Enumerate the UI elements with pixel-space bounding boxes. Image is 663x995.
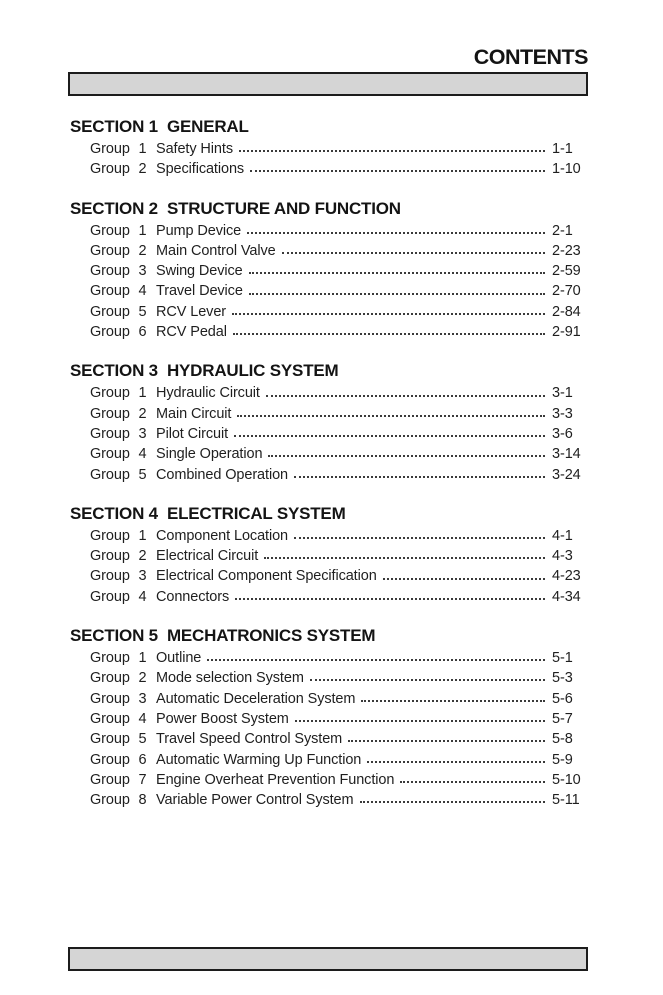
dot-leader: [268, 455, 545, 457]
dot-leader: [247, 232, 545, 234]
group-label: Group: [90, 385, 130, 402]
section-entries: [70, 383, 596, 484]
entry-title: Main Circuit: [156, 405, 232, 422]
group-label: Group: [90, 263, 130, 280]
toc-entry: [70, 770, 596, 790]
dot-leader: [266, 395, 545, 397]
toc-entry: [70, 444, 596, 464]
section-title: ELECTRICAL SYSTEM: [166, 503, 346, 523]
group-number: 3: [138, 263, 147, 280]
group-label: Group: [90, 242, 130, 259]
dot-leader: [282, 252, 545, 254]
group-label: Group: [90, 222, 130, 239]
group-label: Group: [90, 283, 130, 300]
group-number: 6: [138, 751, 147, 768]
toc-section: [70, 361, 596, 484]
group-label: Group: [90, 303, 130, 320]
group-number: 2: [138, 405, 147, 422]
page-number: 3-14: [552, 446, 581, 463]
page-number: 5-8: [552, 731, 573, 748]
section-number-label: SECTION 3: [70, 361, 158, 381]
group-label: Group: [90, 141, 130, 157]
group-label: Group: [90, 731, 130, 748]
group-label: Group: [90, 161, 130, 178]
group-number: 2: [138, 161, 147, 178]
dot-leader: [249, 293, 545, 295]
dot-leader: [295, 720, 545, 722]
group-label: Group: [90, 771, 130, 788]
toc-entry: [70, 159, 596, 179]
group-number: 3: [138, 425, 147, 442]
toc-entry: [70, 709, 596, 729]
section-heading: [70, 117, 596, 137]
toc-section: [70, 504, 596, 607]
entry-title: Automatic Deceleration System: [156, 690, 356, 707]
dot-leader: [361, 700, 545, 702]
entry-title: Engine Overheat Prevention Function: [156, 771, 395, 788]
header-rule-bar: [68, 72, 588, 96]
entry-title: Pump Device: [156, 222, 242, 239]
group-number: 3: [138, 690, 147, 707]
dot-leader: [294, 537, 545, 539]
section-heading: [70, 361, 596, 381]
entry-title: Component Location: [156, 527, 289, 544]
page-number: 5-1: [552, 650, 573, 667]
page-number: 1-10: [552, 161, 581, 178]
entry-title: Electrical Circuit: [156, 548, 259, 565]
entry-title: RCV Pedal: [156, 324, 227, 341]
group-label: Group: [90, 650, 130, 667]
group-number: 3: [138, 568, 147, 585]
entry-title: Safety Hints: [156, 141, 233, 157]
page-title: CONTENTS: [473, 45, 588, 69]
toc-entry: [70, 566, 596, 586]
toc-entry: [70, 689, 596, 709]
toc-section: [70, 199, 596, 343]
section-entries: [70, 648, 596, 810]
page-number: 5-7: [552, 710, 573, 727]
toc-entry: [70, 404, 596, 424]
toc-section: [70, 626, 596, 810]
page-number: 4-23: [552, 568, 581, 585]
section-heading: [70, 626, 596, 646]
page-number: 3-6: [552, 425, 573, 442]
page-number: 5-10: [552, 771, 581, 788]
group-number: 4: [138, 446, 147, 463]
section-title: STRUCTURE AND FUNCTION: [166, 198, 401, 218]
entry-title: Variable Power Control System: [156, 792, 354, 809]
page-number: 2-23: [552, 242, 581, 259]
group-label: Group: [90, 446, 130, 463]
page-number: 3-3: [552, 405, 573, 422]
group-number: 5: [138, 731, 147, 748]
page-number: 5-11: [552, 792, 580, 809]
group-number: 2: [138, 242, 147, 259]
dot-leader: [348, 740, 545, 742]
entry-title: Travel Device: [156, 283, 243, 300]
toc-entry: [70, 424, 596, 444]
page-number: 5-6: [552, 690, 573, 707]
dot-leader: [239, 150, 545, 152]
dot-leader: [234, 435, 545, 437]
toc-entry: [70, 322, 596, 342]
entry-title: Specifications: [156, 161, 245, 178]
group-number: 1: [138, 527, 147, 544]
page-number: 3-1: [552, 385, 573, 402]
toc-entry: [70, 465, 596, 485]
entry-title: Single Operation: [156, 446, 263, 463]
section-title: HYDRAULIC SYSTEM: [166, 361, 339, 381]
entry-title: Travel Speed Control System: [156, 731, 343, 748]
section-title: MECHATRONICS SYSTEM: [166, 626, 376, 646]
toc-entry: [70, 383, 596, 403]
section-number-label: SECTION 1: [70, 117, 158, 136]
group-label: Group: [90, 690, 130, 707]
group-label: Group: [90, 324, 130, 341]
page-number: 1-1: [552, 141, 573, 157]
group-label: Group: [90, 466, 130, 483]
entry-title: Mode selection System: [156, 670, 304, 687]
group-number: 1: [138, 385, 147, 402]
group-label: Group: [90, 405, 130, 422]
group-number: 5: [138, 466, 147, 483]
group-number: 6: [138, 324, 147, 341]
toc-entry: [70, 750, 596, 770]
group-label: Group: [90, 568, 130, 585]
entry-title: Main Control Valve: [156, 242, 276, 259]
toc-entry: [70, 302, 596, 322]
entry-title: Pilot Circuit: [156, 425, 229, 442]
dot-leader: [232, 313, 545, 315]
group-label: Group: [90, 751, 130, 768]
group-number: 1: [138, 222, 147, 239]
page-number: 2-91: [552, 324, 581, 341]
toc-entry: [70, 526, 596, 546]
group-label: Group: [90, 670, 130, 687]
page-number: 4-1: [552, 527, 573, 544]
entry-title: Automatic Warming Up Function: [156, 751, 362, 768]
toc-entry: [70, 241, 596, 261]
group-label: Group: [90, 548, 130, 565]
dot-leader: [383, 578, 545, 580]
page-number: 5-3: [552, 670, 573, 687]
group-number: 7: [138, 771, 147, 788]
page-number: 5-9: [552, 751, 573, 768]
group-label: Group: [90, 792, 130, 809]
page-number: 4-34: [552, 588, 581, 605]
entry-title: Outline: [156, 650, 202, 667]
page-number: 2-59: [552, 263, 581, 280]
group-number: 4: [138, 710, 147, 727]
page-number: 2-1: [552, 222, 573, 239]
toc-entry: [70, 546, 596, 566]
toc-entry: [70, 729, 596, 749]
page-number: 2-84: [552, 303, 581, 320]
section-heading: [70, 199, 596, 219]
entry-title: Combined Operation: [156, 466, 288, 483]
toc-section: [70, 117, 596, 180]
group-label: Group: [90, 527, 130, 544]
group-number: 2: [138, 548, 147, 565]
section-title: GENERAL: [166, 117, 249, 136]
group-number: 5: [138, 303, 147, 320]
group-label: Group: [90, 710, 130, 727]
section-heading: [70, 504, 596, 524]
section-entries: [70, 139, 596, 180]
toc-entry: [70, 139, 596, 159]
dot-leader: [249, 272, 545, 274]
group-label: Group: [90, 588, 130, 605]
group-number: 4: [138, 588, 147, 605]
footer-rule-bar: [68, 947, 588, 971]
group-number: 2: [138, 670, 147, 687]
dot-leader: [235, 598, 545, 600]
dot-leader: [367, 761, 545, 763]
section-number-label: SECTION 5: [70, 626, 158, 646]
toc-entry: [70, 261, 596, 281]
entry-title: Power Boost System: [156, 710, 289, 727]
dot-leader: [400, 781, 545, 783]
section-entries: [70, 221, 596, 343]
dot-leader: [360, 801, 546, 803]
toc-entry: [70, 587, 596, 607]
entry-title: Hydraulic Circuit: [156, 385, 260, 402]
dot-leader: [294, 476, 545, 478]
section-number-label: SECTION 4: [70, 503, 158, 523]
dot-leader: [250, 170, 545, 172]
group-number: 8: [138, 792, 147, 809]
entry-title: RCV Lever: [156, 303, 227, 320]
dot-leader: [237, 415, 545, 417]
page-number: 4-3: [552, 548, 573, 565]
toc-entry: [70, 221, 596, 241]
toc-entry: [70, 668, 596, 688]
page-number: 3-24: [552, 466, 581, 483]
table-of-contents: [0, 117, 663, 810]
section-entries: [70, 526, 596, 607]
section-number-label: SECTION 2: [70, 198, 158, 218]
toc-entry: [70, 648, 596, 668]
toc-entry: [70, 281, 596, 301]
entry-title: Connectors: [156, 588, 230, 605]
page-number: 2-70: [552, 283, 581, 300]
group-label: Group: [90, 425, 130, 442]
dot-leader: [207, 659, 545, 661]
group-number: 1: [138, 141, 147, 157]
dot-leader: [310, 679, 545, 681]
toc-entry: [70, 790, 596, 810]
dot-leader: [264, 557, 545, 559]
group-number: 4: [138, 283, 147, 300]
entry-title: Swing Device: [156, 263, 243, 280]
dot-leader: [233, 333, 545, 335]
entry-title: Electrical Component Specification: [156, 568, 377, 585]
group-number: 1: [138, 650, 147, 667]
